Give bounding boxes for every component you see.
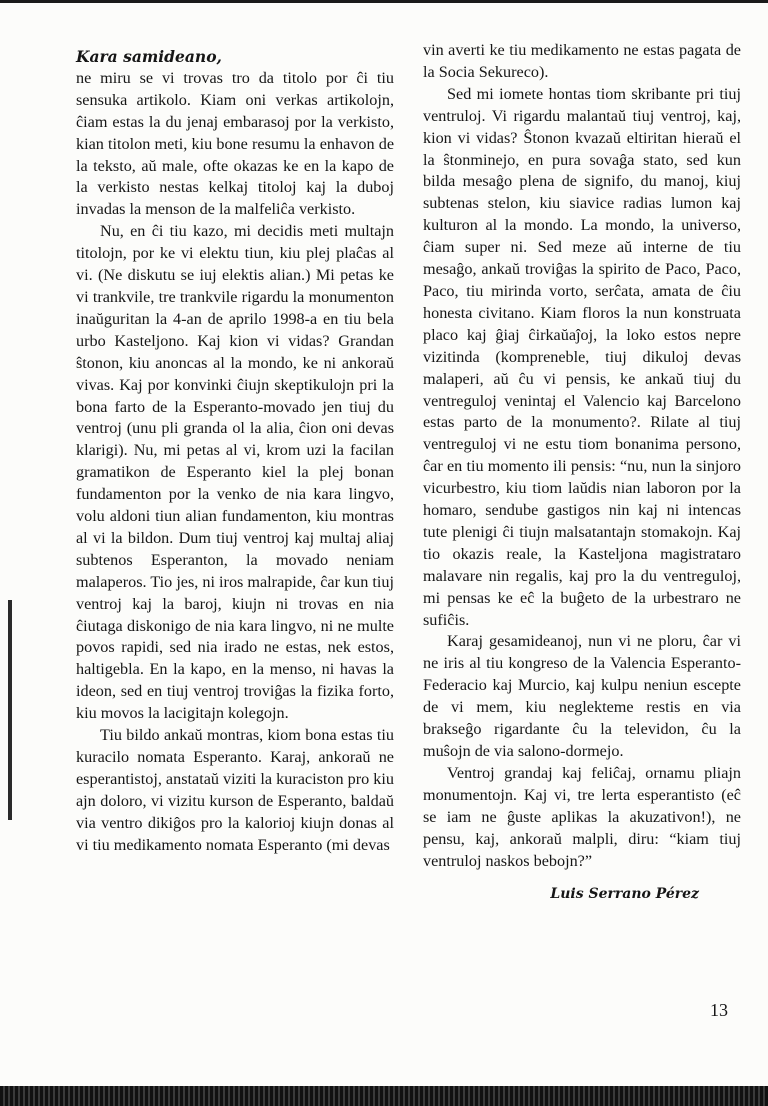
paragraph: ne miru se vi trovas tro da titolo por ĉi tiu sensuka artikolo. Kiam oni verkas artikolojn, ĉiam estas la du jenaj embarasoj por la verkisto, kian titolon meti, kiu bone resumu la enhavon de la teksto, aŭ male, ofte okazas ke en la kapo de la verkisto nestas kelkaj titoloj kaj la duboj invadas la menson de la malfeliĉa verkisto. xyxy=(76,68,394,219)
article-greeting: Kara samideano, xyxy=(76,47,222,66)
top-edge-rule xyxy=(0,0,768,3)
paragraph: vin averti ke tiu medikamento ne estas pagata de la Socia Sekureco). xyxy=(423,41,741,81)
author-signature: Luis Serrano Pérez xyxy=(550,886,699,903)
left-column xyxy=(76,40,394,857)
right-column xyxy=(423,40,741,906)
page-number: 13 xyxy=(710,1000,728,1020)
scan-edge-bar xyxy=(0,1086,768,1106)
paragraph: Nu, en ĉi tiu kazo, mi decidis meti multajn titolojn, por ke vi elektu tiun, kiu plej plaĉas al vi. (Ne diskutu se iuj elektis alian.) Mi petas ke vi trankvile, tre trankvile rigardu la monumenton inaŭguritan la 4-an de aprilo 1998-a en tiu bela urbo Kasteljono. Kaj kion vi vidas? Grandan ŝtonon, kiu anoncas al la mondo, ke ni ankoraŭ vivas. Kaj por konvinki ĉiujn skeptikulojn pri la bona farto de la Esperanto-movado jen tiuj du ventroj (unu pli granda ol la alia, ĉion oni devas klarigi). Nu, mi petas al vi, krom uzi la facilan gramatikon de Esperanto kiel la plej bonan fundamenton por la venko de nia kara lingvo, volu aldoni tiun alian fundamenton, kiu montras al vi la bildon. Dum tiuj ventroj kaj multaj aliaj subtenos Esperanton, la movado neniam malaperos. Tio jes, ni iros malrapide, ĉar kun tiuj ventroj kaj la baroj, kiujn ni trovas en nia ĉiutaga diskonigo de nia kara lingvo, ni ne multe povos rapidi, sed nia irado ne estas, nek estos, haltigebla. En la kapo, en la menso, ni havas la ideon, sed en tiuj ventroj troviĝas la fizika forto, kiu movos la lacigitajn kolegojn. xyxy=(76,222,394,723)
paragraph: Tiu bildo ankaŭ montras, kiom bona estas tiu kuracilo nomata Esperanto. Karaj, ankoraŭ ne esperantistoj, anstataŭ viziti la kuraciston pro kiu ajn doloro, vi vizitu kurson de Esperanto, baldaŭ via ventro dikiĝos pro la kalorioj kiujn donas al vi tiu medikamento nomata Esperanto (mi devas xyxy=(76,726,394,854)
paragraph: Sed mi iomete hontas tiom skribante pri tiuj ventruloj. Vi rigardu malantaŭ tiuj ventroj, kaj, kion vi vidas? Ŝtonon kvazaŭ eltiritan hieraŭ el la ŝtonminejo, en pura sovaĝa stato, sed kun bilda mesaĝo plena de signifo, du manoj, kiuj subtenas stelon, kiu siavice radias lumon kaj kulturon al la mondo. La mondo, la universo, ĉiam super ni. Sed meze aŭ interne de tiu mesaĝo, ankaŭ troviĝas la spirito de Paco, Paco, Paco, tiu mirinda vorto, serĉata, amata de ĉiu honesta civitano. Kiam floros la nun konstruata placo kaj ĝiaj ĉirkaŭaĵoj, la loko estos nepre vizitinda (kompreneble, tiuj dikuloj devas malaperi, aŭ ĉu vi pensis, ke ankaŭ tiuj du ventreguloj venintaj el Valencio kaj Barcelono estas parto de la monumento?. Rilate al tiuj ventreguloj vi ne estu tiom bonanima persono, ĉar en tiu momento ili pensis: “nu, nun la sinjoro vicurbestro, kiu tiom laŭdis nian laboron por la homaro, sendube gastigos nin kaj ni intencas tute plenigi ĉi tiujn malsatantajn stomakojn. Kaj tio okazis reale, la Kasteljona magistrataro malavare nin regalis, kaj pro la du ventreguloj, mi pensas ke eĉ la buĝeto de la urbestraro ne sufiĉis. xyxy=(423,84,741,629)
left-margin-mark xyxy=(8,600,12,820)
paragraph: Ventroj grandaj kaj feliĉaj, ornamu pliajn monumentojn. Kaj vi, tre lerta esperantisto (eĉ se iam ne ĝuste aplikas la akuzativon!), ne pensu, kaj, ankoraŭ malpli, diru: “kiam tiuj ventruloj naskos bebojn?” xyxy=(423,763,741,870)
paragraph: Karaj gesamideanoj, nun vi ne ploru, ĉar vi ne iris al tiu kongreso de la Valencia Esperanto-Federacio kaj Murcio, kaj kulpu neniun escepte de vi mem, kiu neglekteme restis en via brakseĝo rigardante ĉu la televidon, ĉu la muŝojn de via salono-dormejo. xyxy=(423,632,741,760)
